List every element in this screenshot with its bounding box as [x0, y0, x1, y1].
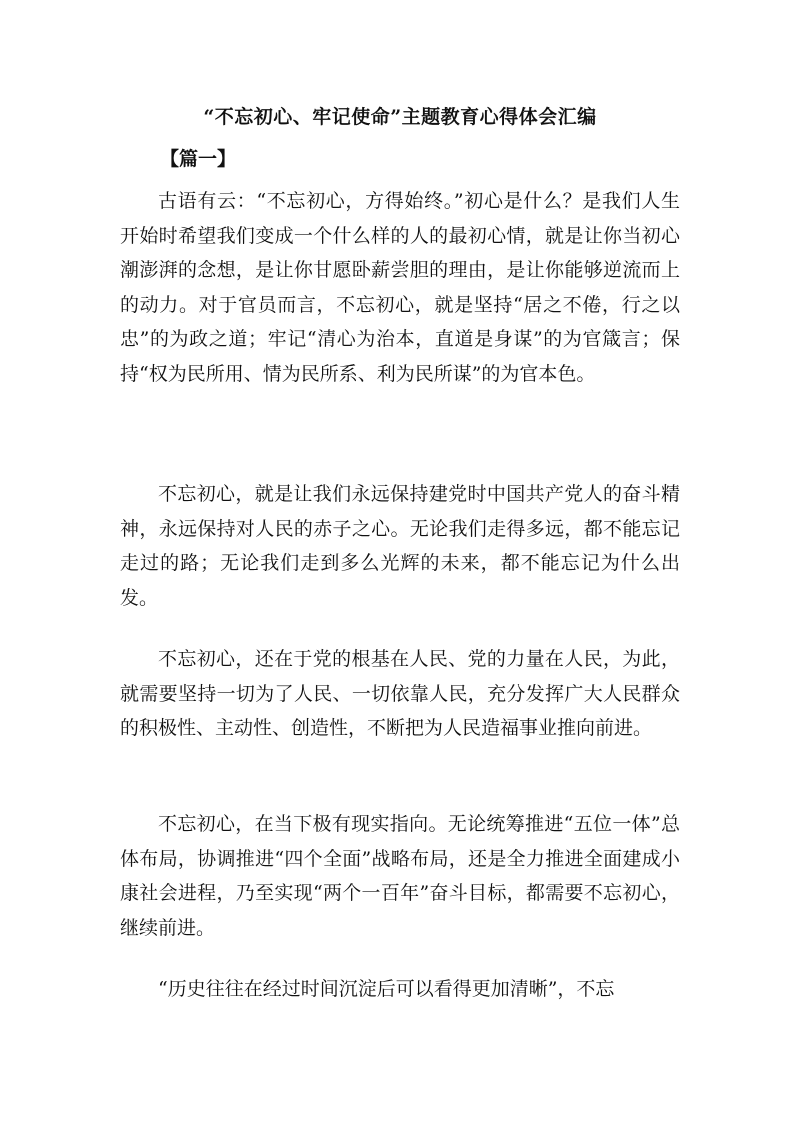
paragraph-1: 古语有云：“不忘初心，方得始终。”初心是什么？是我们人生开始时希望我们变成一个什么样的人的最初心情，就是让你当初心潮澎湃的念想，是让你甘愿卧薪尝胆的理由，是让你能够逆流而上的动力。对于官员而言，不忘初心，就是坚持“居之不倦，行之以忠”的为政之道；牢记“清心为治本，直道是身谋”的为官箴言；保持“权为民所用、情为民所系、利为民所谋”的为官本色。: [120, 190, 680, 385]
paragraph-4: 不忘初心，在当下极有现实指向。无论统筹推进“五位一体”总体布局，协调推进“四个全面”战略布局，还是全力推进全面建成小康社会进程，乃至实现“两个一百年”奋斗目标，都需要不忘初心，继续前进。: [120, 813, 680, 939]
paragraph-3: 不忘初心，还在于党的根基在人民、党的力量在人民，为此，就需要坚持一切为了人民、一切依靠人民，充分发挥广大人民群众的积极性、主动性、创造性，不断把为人民造福事业推向前进。: [120, 648, 680, 739]
section-label: 【篇一】: [160, 148, 237, 170]
paragraph-5: “历史往往在经过时间沉淀后可以看得更加清晰”，不忘: [158, 978, 615, 1000]
paragraph-2: 不忘初心，就是让我们永远保持建党时中国共产党人的奋斗精神，永远保持对人民的赤子之心。无论我们走得多远，都不能忘记走过的路；无论我们走到多么光辉的未来，都不能忘记为什么出发。: [120, 483, 680, 609]
document-title: “不忘初心、牢记使命”主题教育心得体会汇编: [203, 106, 597, 128]
